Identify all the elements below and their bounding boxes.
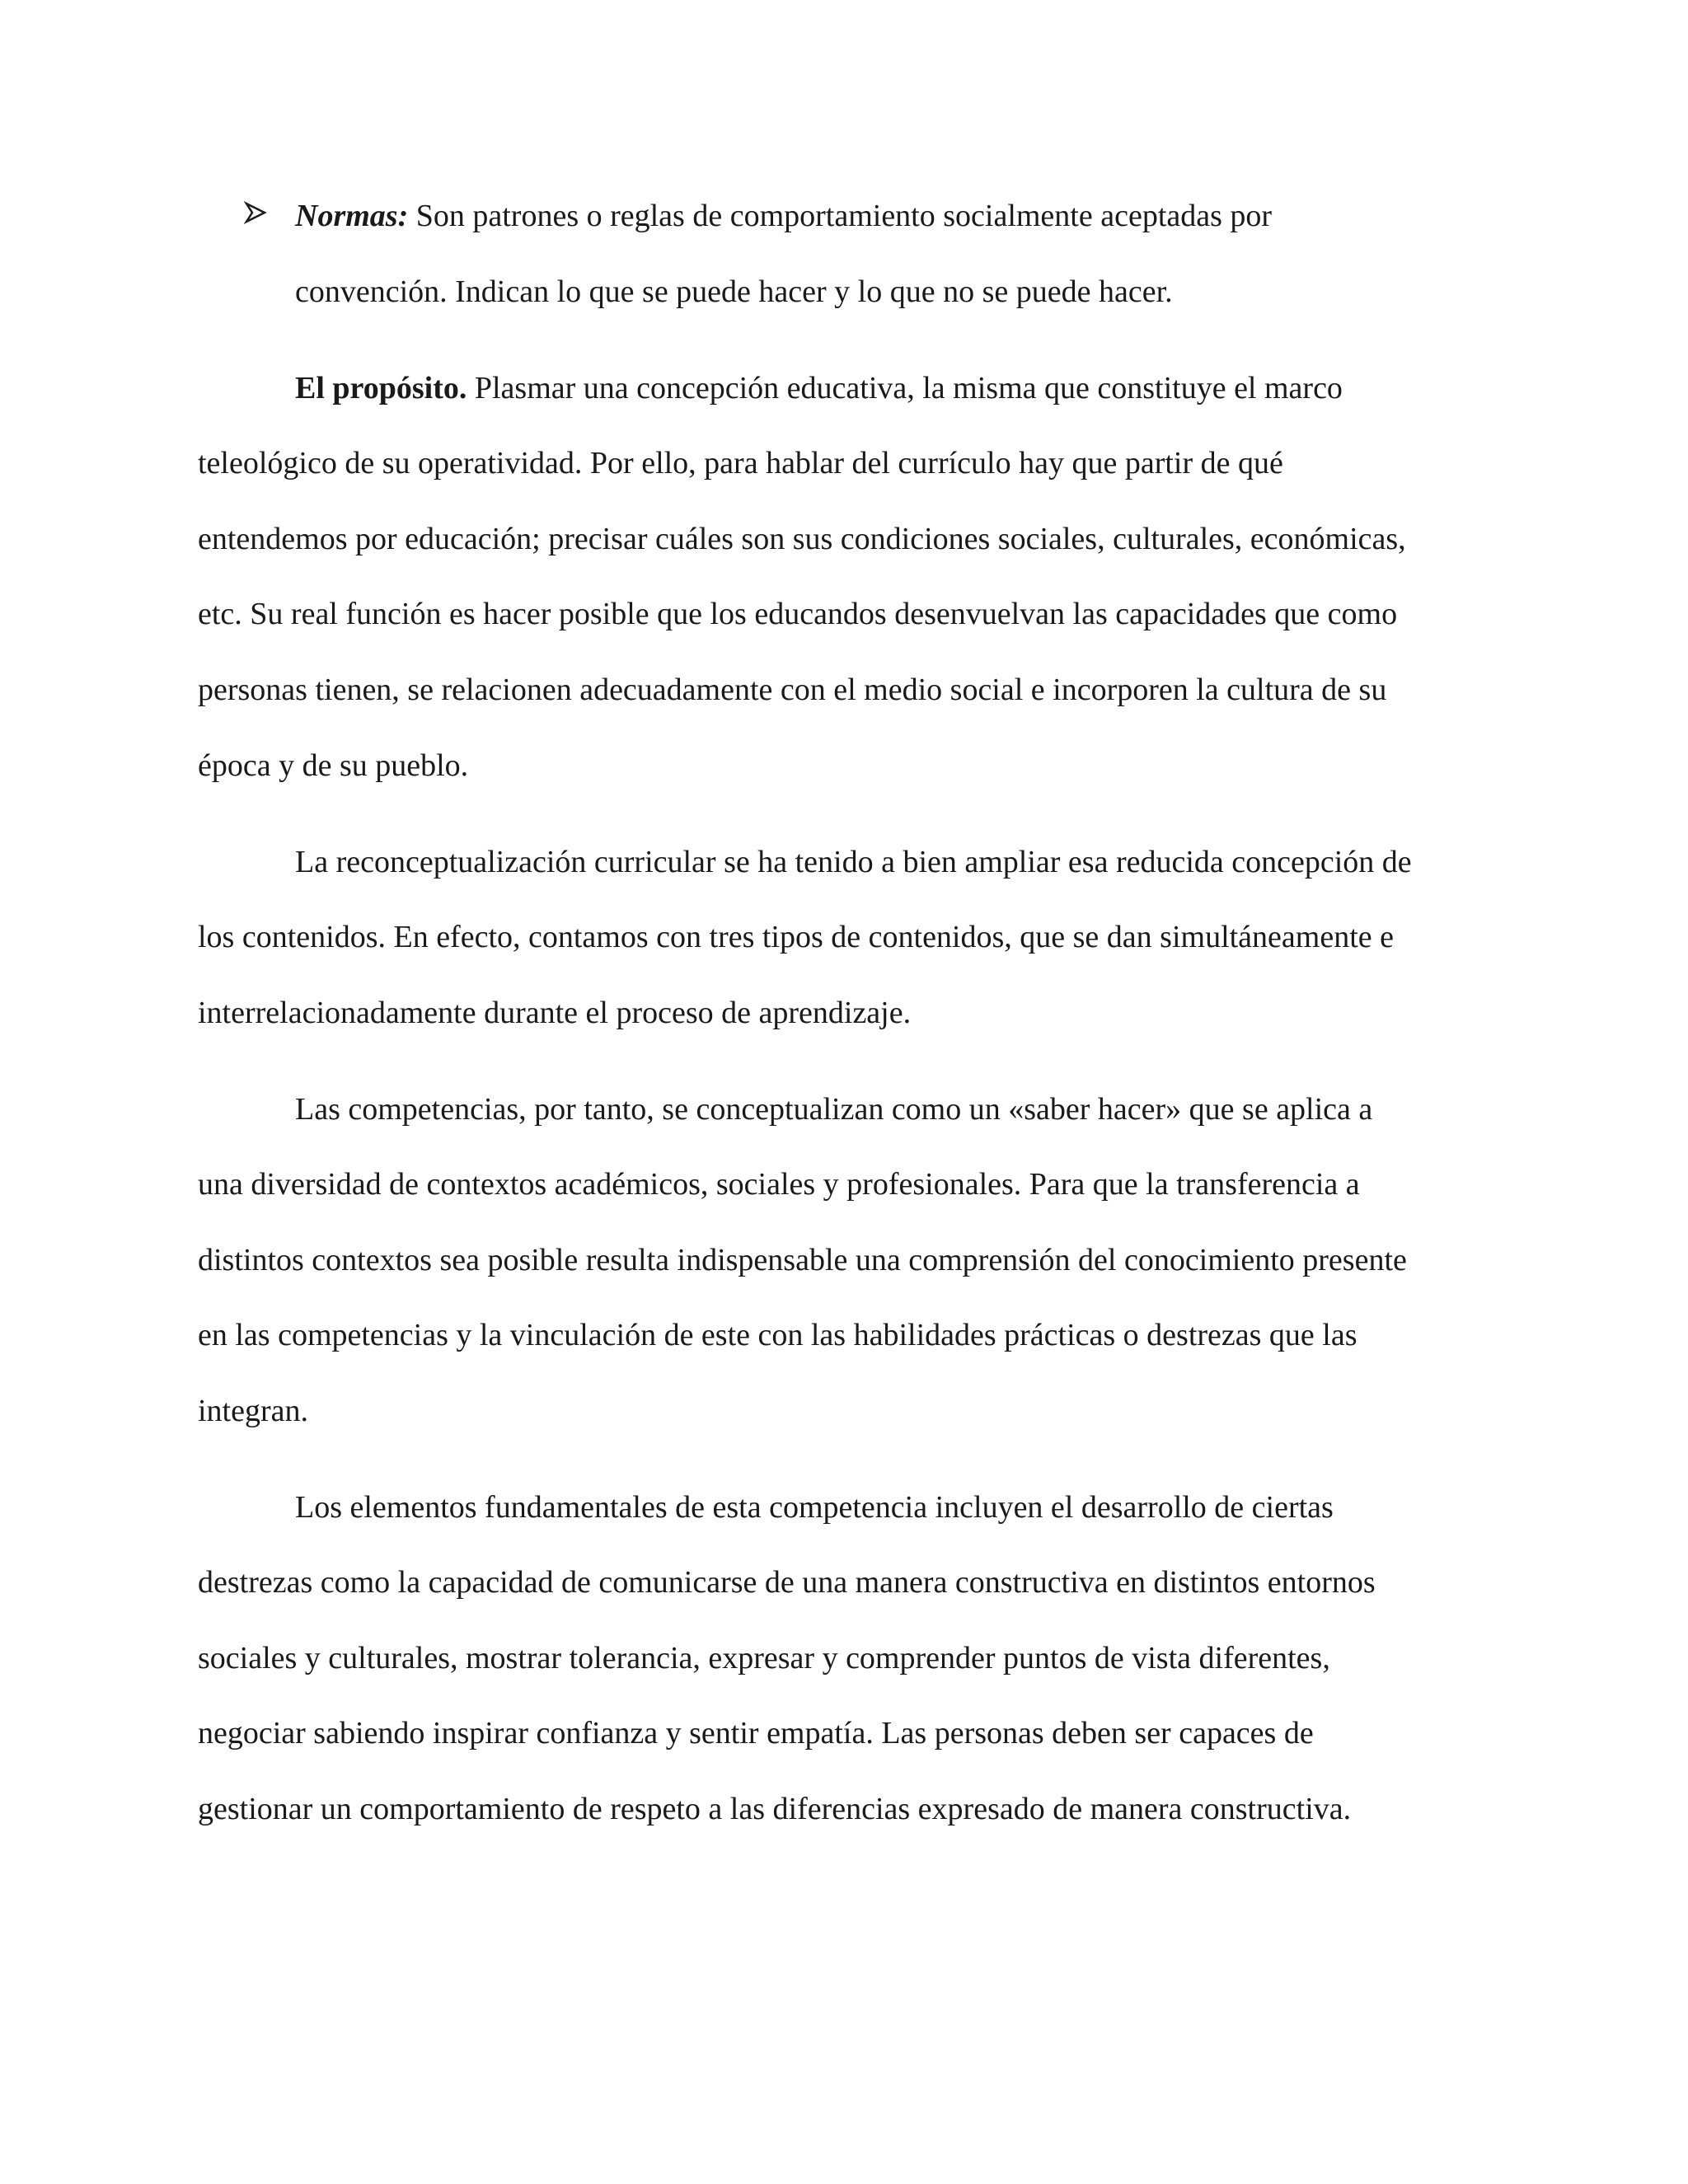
bullet-line-2: convención. Indican lo que se puede hacer y lo que no se puede hacer. bbox=[295, 274, 1173, 309]
paragraph-1-line-6: época y de su pueblo. bbox=[198, 748, 469, 783]
paragraph-2-line-1: La reconceptualización curricular se ha tenido a bien ampliar esa reducida concepción de bbox=[295, 845, 1412, 879]
paragraph-4-line-2: destrezas como la capacidad de comunicarse de una manera constructiva en distintos entornos bbox=[198, 1565, 1376, 1600]
paragraph-2-line-2: los contenidos. En efecto, contamos con tres tipos de contenidos, que se dan simultáneamente e bbox=[198, 920, 1394, 954]
paragraph-3-line-3: distintos contextos sea posible resulta indispensable una comprensión del conocimiento presente bbox=[198, 1243, 1407, 1277]
paragraph-1-line-1 bbox=[295, 373, 1343, 404]
paragraph-1-text: Plasmar una concepción educativa, la misma que constituye el marco bbox=[467, 371, 1343, 405]
paragraph-3-line-4: en las competencias y la vinculación de este con las habilidades prácticas o destrezas que las bbox=[198, 1318, 1357, 1352]
bullet-term: Normas: bbox=[295, 199, 409, 233]
paragraph-1-line-4: etc. Su real función es hacer posible que los educandos desenvuelvan las capacidades que como bbox=[198, 597, 1398, 631]
paragraph-3-line-2: una diversidad de contextos académicos, sociales y profesionales. Para que la transferencia a bbox=[198, 1167, 1360, 1202]
paragraph-2-line-3: interrelacionadamente durante el proceso de aprendizaje. bbox=[198, 996, 912, 1030]
paragraph-4-line-4: negociar sabiendo inspirar confianza y sentir empatía. Las personas deben ser capaces de bbox=[198, 1716, 1314, 1750]
paragraph-3-line-5: integran. bbox=[198, 1394, 309, 1428]
bullet-text: Son patrones o reglas de comportamiento socialmente aceptadas por bbox=[408, 199, 1273, 233]
paragraph-1-lead: El propósito. bbox=[295, 371, 467, 405]
paragraph-1-line-2: teleológico de su operatividad. Por ello, para hablar del currículo hay que partir de qué bbox=[198, 446, 1283, 480]
paragraph-4-line-1: Los elementos fundamentales de esta competencia incluyen el desarrollo de ciertas bbox=[295, 1490, 1334, 1525]
paragraph-3-line-1: Las competencias, por tanto, se conceptualizan como un «saber hacer» que se aplica a bbox=[295, 1092, 1373, 1127]
arrow-bullet-icon bbox=[244, 201, 267, 224]
bullet-line-1 bbox=[295, 200, 1272, 232]
paragraph-4-line-3: sociales y culturales, mostrar tolerancia, expresar y comprender puntos de vista diferentes, bbox=[198, 1641, 1330, 1675]
paragraph-1-line-3: entendemos por educación; precisar cuáles son sus condiciones sociales, culturales, económicas, bbox=[198, 522, 1406, 556]
paragraph-4-line-5: gestionar un comportamiento de respeto a las diferencias expresado de manera constructiva. bbox=[198, 1792, 1352, 1826]
paragraph-1-line-5: personas tienen, se relacionen adecuadamente con el medio social e incorporen la cultura de su bbox=[198, 673, 1387, 707]
